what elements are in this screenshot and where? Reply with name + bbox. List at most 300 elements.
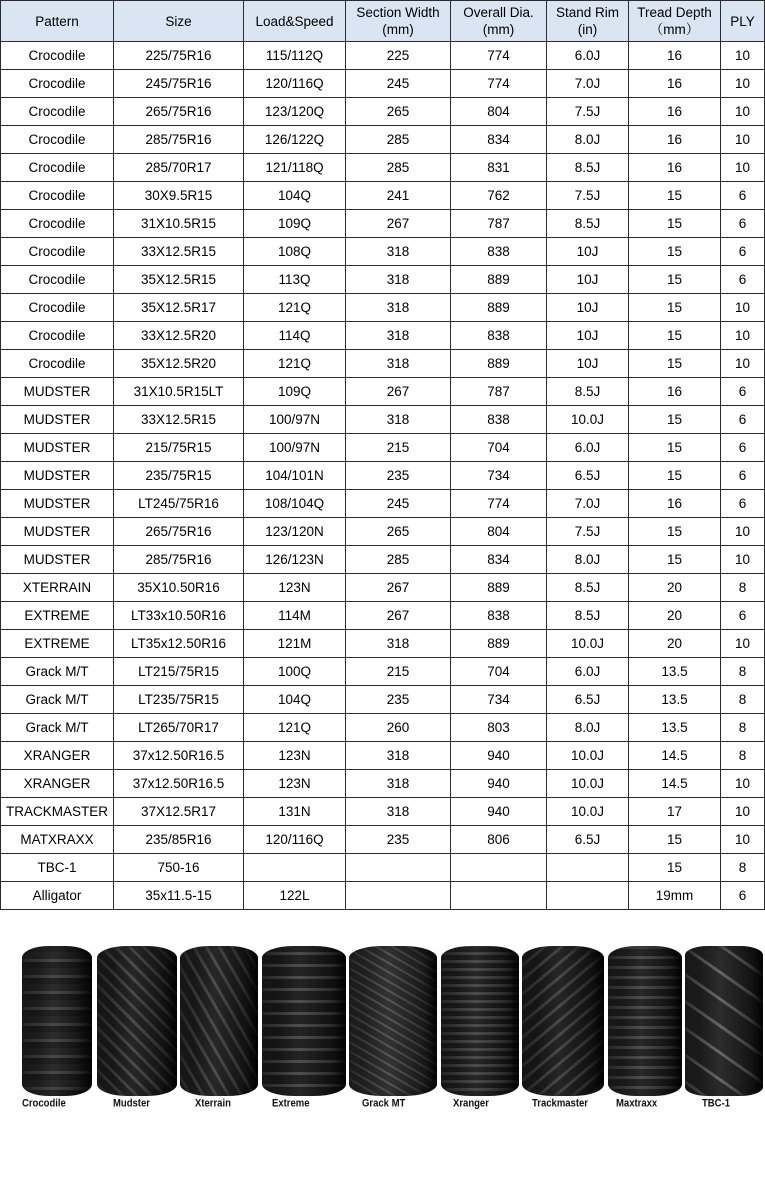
cell-stand-rim [547, 882, 629, 910]
cell-load-speed: 121M [244, 630, 346, 658]
cell-pattern: Crocodile [1, 154, 114, 182]
cell-ply: 6 [721, 406, 765, 434]
tire-label: Xranger [453, 1097, 489, 1110]
cell-pattern: MUDSTER [1, 406, 114, 434]
crocodile-tire-icon [22, 946, 92, 1096]
tire-label: Extreme [272, 1097, 310, 1110]
cell-tread-depth: 16 [629, 42, 721, 70]
table-row [1, 658, 765, 686]
cell-ply: 10 [721, 126, 765, 154]
cell-load-speed: 121/118Q [244, 154, 346, 182]
cell-ply: 8 [721, 658, 765, 686]
tire-label: Xterrain [195, 1097, 231, 1110]
cell-size: 265/75R16 [114, 518, 244, 546]
cell-pattern: Crocodile [1, 322, 114, 350]
cell-size: 35x11.5-15 [114, 882, 244, 910]
cell-overall-dia [451, 882, 547, 910]
cell-overall-dia: 838 [451, 322, 547, 350]
cell-section-width: 215 [346, 658, 451, 686]
cell-size: 750-16 [114, 854, 244, 882]
cell-overall-dia: 889 [451, 574, 547, 602]
cell-tread-depth: 20 [629, 602, 721, 630]
cell-size: 215/75R15 [114, 434, 244, 462]
cell-tread-depth: 13.5 [629, 714, 721, 742]
cell-section-width: 260 [346, 714, 451, 742]
cell-size: 35X12.5R17 [114, 294, 244, 322]
cell-tread-depth: 15 [629, 238, 721, 266]
cell-size: LT265/70R17 [114, 714, 244, 742]
cell-ply: 6 [721, 602, 765, 630]
cell-overall-dia [451, 854, 547, 882]
table-row [1, 602, 765, 630]
cell-pattern: Grack M/T [1, 714, 114, 742]
cell-load-speed: 123N [244, 770, 346, 798]
cell-stand-rim: 7.5J [547, 98, 629, 126]
cell-pattern: MUDSTER [1, 434, 114, 462]
cell-tread-depth: 16 [629, 98, 721, 126]
cell-ply: 6 [721, 182, 765, 210]
cell-stand-rim: 8.5J [547, 210, 629, 238]
cell-section-width: 245 [346, 490, 451, 518]
tire-label: TBC-1 [702, 1097, 730, 1110]
cell-pattern: Crocodile [1, 266, 114, 294]
table-row [1, 434, 765, 462]
cell-stand-rim: 8.0J [547, 126, 629, 154]
cell-size: 33X12.5R15 [114, 406, 244, 434]
cell-size: LT35x12.50R16 [114, 630, 244, 658]
cell-section-width: 318 [346, 350, 451, 378]
cell-section-width: 318 [346, 406, 451, 434]
cell-load-speed: 104/101N [244, 462, 346, 490]
cell-load-speed: 123N [244, 742, 346, 770]
cell-stand-rim: 8.5J [547, 154, 629, 182]
cell-tread-depth: 16 [629, 154, 721, 182]
cell-size: 31X10.5R15 [114, 210, 244, 238]
cell-pattern: MUDSTER [1, 378, 114, 406]
cell-pattern: Crocodile [1, 70, 114, 98]
cell-tread-depth: 15 [629, 462, 721, 490]
cell-load-speed: 109Q [244, 378, 346, 406]
cell-load-speed: 121Q [244, 350, 346, 378]
cell-stand-rim [547, 854, 629, 882]
cell-tread-depth: 15 [629, 322, 721, 350]
cell-section-width: 235 [346, 686, 451, 714]
cell-load-speed: 123N [244, 574, 346, 602]
cell-load-speed: 104Q [244, 182, 346, 210]
cell-tread-depth: 15 [629, 434, 721, 462]
cell-stand-rim: 10.0J [547, 742, 629, 770]
cell-section-width: 267 [346, 602, 451, 630]
cell-pattern: Crocodile [1, 42, 114, 70]
cell-pattern: EXTREME [1, 630, 114, 658]
table-body [1, 42, 765, 910]
cell-ply: 10 [721, 546, 765, 574]
cell-pattern: Grack M/T [1, 686, 114, 714]
cell-stand-rim: 10J [547, 294, 629, 322]
cell-stand-rim: 7.0J [547, 70, 629, 98]
tire-gallery [0, 938, 765, 1118]
cell-tread-depth: 20 [629, 630, 721, 658]
cell-pattern: MUDSTER [1, 490, 114, 518]
cell-ply: 6 [721, 238, 765, 266]
table-row [1, 490, 765, 518]
cell-pattern: MUDSTER [1, 462, 114, 490]
cell-pattern: Crocodile [1, 210, 114, 238]
trackmaster-tire-icon [522, 946, 604, 1096]
cell-overall-dia: 774 [451, 42, 547, 70]
cell-load-speed: 115/112Q [244, 42, 346, 70]
cell-tread-depth: 16 [629, 70, 721, 98]
tire-label: Trackmaster [532, 1097, 588, 1110]
cell-section-width: 241 [346, 182, 451, 210]
cell-tread-depth: 14.5 [629, 742, 721, 770]
cell-overall-dia: 774 [451, 70, 547, 98]
cell-ply: 8 [721, 714, 765, 742]
cell-stand-rim: 8.5J [547, 602, 629, 630]
xranger-tire-icon [441, 946, 519, 1096]
cell-size: 37x12.50R16.5 [114, 742, 244, 770]
cell-tread-depth: 15 [629, 854, 721, 882]
cell-load-speed: 104Q [244, 686, 346, 714]
cell-ply: 10 [721, 770, 765, 798]
tire-label: Grack MT [362, 1097, 406, 1110]
cell-ply: 8 [721, 742, 765, 770]
header-overall-dia: Overall Dia. (mm) [451, 1, 547, 42]
cell-pattern: Grack M/T [1, 658, 114, 686]
cell-load-speed: 109Q [244, 210, 346, 238]
table-row [1, 182, 765, 210]
cell-ply: 6 [721, 490, 765, 518]
cell-section-width: 318 [346, 798, 451, 826]
cell-load-speed: 123/120Q [244, 98, 346, 126]
cell-pattern: TBC-1 [1, 854, 114, 882]
cell-ply: 8 [721, 686, 765, 714]
table-row [1, 770, 765, 798]
cell-pattern: Alligator [1, 882, 114, 910]
cell-size: 37x12.50R16.5 [114, 770, 244, 798]
cell-size: 245/75R16 [114, 70, 244, 98]
cell-load-speed: 126/123N [244, 546, 346, 574]
cell-load-speed: 122L [244, 882, 346, 910]
cell-stand-rim: 10J [547, 350, 629, 378]
header-load-speed: Load&Speed [244, 1, 346, 42]
cell-load-speed: 120/116Q [244, 70, 346, 98]
cell-overall-dia: 734 [451, 686, 547, 714]
cell-tread-depth: 15 [629, 210, 721, 238]
cell-tread-depth: 15 [629, 546, 721, 574]
table-row [1, 406, 765, 434]
table-row [1, 322, 765, 350]
cell-section-width: 267 [346, 210, 451, 238]
table-row [1, 42, 765, 70]
cell-section-width: 245 [346, 70, 451, 98]
cell-overall-dia: 803 [451, 714, 547, 742]
table-row [1, 546, 765, 574]
cell-section-width: 318 [346, 322, 451, 350]
cell-section-width [346, 854, 451, 882]
cell-size: 33X12.5R15 [114, 238, 244, 266]
cell-section-width: 285 [346, 154, 451, 182]
cell-tread-depth: 15 [629, 518, 721, 546]
cell-pattern: Crocodile [1, 98, 114, 126]
header-ply: PLY [721, 1, 765, 42]
cell-tread-depth: 13.5 [629, 686, 721, 714]
cell-load-speed: 114M [244, 602, 346, 630]
cell-tread-depth: 15 [629, 266, 721, 294]
cell-overall-dia: 804 [451, 518, 547, 546]
cell-section-width: 318 [346, 238, 451, 266]
cell-ply: 6 [721, 462, 765, 490]
cell-size: LT235/75R15 [114, 686, 244, 714]
cell-load-speed: 121Q [244, 294, 346, 322]
cell-section-width: 318 [346, 294, 451, 322]
cell-overall-dia: 838 [451, 406, 547, 434]
table-row [1, 462, 765, 490]
cell-stand-rim: 6.5J [547, 686, 629, 714]
cell-section-width: 225 [346, 42, 451, 70]
cell-stand-rim: 6.5J [547, 462, 629, 490]
table-row [1, 378, 765, 406]
cell-load-speed: 120/116Q [244, 826, 346, 854]
cell-size: LT215/75R15 [114, 658, 244, 686]
cell-stand-rim: 10.0J [547, 406, 629, 434]
table-row [1, 294, 765, 322]
cell-size: LT245/75R16 [114, 490, 244, 518]
cell-overall-dia: 889 [451, 294, 547, 322]
cell-load-speed: 100Q [244, 658, 346, 686]
cell-stand-rim: 10.0J [547, 770, 629, 798]
cell-pattern: XRANGER [1, 770, 114, 798]
cell-load-speed: 113Q [244, 266, 346, 294]
cell-stand-rim: 10.0J [547, 630, 629, 658]
grack-mt-tire-icon [349, 946, 437, 1096]
cell-overall-dia: 762 [451, 182, 547, 210]
table-row [1, 518, 765, 546]
cell-stand-rim: 6.0J [547, 658, 629, 686]
cell-pattern: Crocodile [1, 238, 114, 266]
cell-overall-dia: 774 [451, 490, 547, 518]
cell-size: 285/70R17 [114, 154, 244, 182]
cell-size: 285/75R16 [114, 546, 244, 574]
cell-overall-dia: 734 [451, 462, 547, 490]
cell-pattern: Crocodile [1, 126, 114, 154]
header-section-width: Section Width (mm) [346, 1, 451, 42]
cell-tread-depth: 14.5 [629, 770, 721, 798]
cell-tread-depth: 13.5 [629, 658, 721, 686]
cell-load-speed: 100/97N [244, 434, 346, 462]
cell-stand-rim: 6.5J [547, 826, 629, 854]
cell-pattern: Crocodile [1, 350, 114, 378]
cell-ply: 10 [721, 98, 765, 126]
table-row [1, 798, 765, 826]
cell-size: 265/75R16 [114, 98, 244, 126]
table-row [1, 350, 765, 378]
table-row [1, 238, 765, 266]
cell-size: 35X12.5R20 [114, 350, 244, 378]
cell-ply: 8 [721, 854, 765, 882]
cell-overall-dia: 787 [451, 378, 547, 406]
cell-pattern: TRACKMASTER [1, 798, 114, 826]
cell-section-width: 235 [346, 462, 451, 490]
cell-pattern: EXTREME [1, 602, 114, 630]
cell-pattern: MUDSTER [1, 518, 114, 546]
cell-size: 235/85R16 [114, 826, 244, 854]
cell-overall-dia: 787 [451, 210, 547, 238]
cell-size: 35X12.5R15 [114, 266, 244, 294]
table-row [1, 266, 765, 294]
cell-ply: 8 [721, 574, 765, 602]
cell-stand-rim: 8.5J [547, 574, 629, 602]
cell-size: 225/75R16 [114, 42, 244, 70]
cell-size: LT33x10.50R16 [114, 602, 244, 630]
cell-overall-dia: 889 [451, 630, 547, 658]
cell-load-speed [244, 854, 346, 882]
table-row [1, 98, 765, 126]
cell-section-width: 318 [346, 742, 451, 770]
cell-overall-dia: 704 [451, 434, 547, 462]
cell-overall-dia: 838 [451, 602, 547, 630]
cell-ply: 10 [721, 322, 765, 350]
cell-size: 30X9.5R15 [114, 182, 244, 210]
cell-pattern: MATXRAXX [1, 826, 114, 854]
cell-overall-dia: 889 [451, 266, 547, 294]
cell-ply: 6 [721, 882, 765, 910]
cell-ply: 6 [721, 434, 765, 462]
cell-section-width: 265 [346, 98, 451, 126]
cell-ply: 10 [721, 154, 765, 182]
cell-section-width: 267 [346, 574, 451, 602]
cell-pattern: XRANGER [1, 742, 114, 770]
cell-ply: 10 [721, 42, 765, 70]
cell-ply: 6 [721, 266, 765, 294]
mudster-tire-icon [97, 946, 177, 1096]
cell-ply: 10 [721, 70, 765, 98]
cell-section-width: 318 [346, 266, 451, 294]
tbc-1-tire-icon [685, 946, 763, 1096]
cell-overall-dia: 838 [451, 238, 547, 266]
cell-section-width: 235 [346, 826, 451, 854]
cell-section-width: 265 [346, 518, 451, 546]
cell-overall-dia: 834 [451, 126, 547, 154]
cell-load-speed: 108/104Q [244, 490, 346, 518]
cell-overall-dia: 889 [451, 350, 547, 378]
cell-overall-dia: 704 [451, 658, 547, 686]
cell-load-speed: 123/120N [244, 518, 346, 546]
cell-section-width [346, 882, 451, 910]
cell-pattern: MUDSTER [1, 546, 114, 574]
cell-size: 35X10.50R16 [114, 574, 244, 602]
cell-tread-depth: 15 [629, 826, 721, 854]
cell-overall-dia: 940 [451, 770, 547, 798]
cell-tread-depth: 16 [629, 378, 721, 406]
cell-stand-rim: 7.5J [547, 518, 629, 546]
cell-overall-dia: 834 [451, 546, 547, 574]
xterrain-tire-icon [180, 946, 258, 1096]
cell-overall-dia: 806 [451, 826, 547, 854]
cell-tread-depth: 20 [629, 574, 721, 602]
cell-ply: 10 [721, 798, 765, 826]
table-row [1, 630, 765, 658]
cell-ply: 10 [721, 350, 765, 378]
cell-stand-rim: 10.0J [547, 798, 629, 826]
header-stand-rim: Stand Rim (in) [547, 1, 629, 42]
cell-tread-depth: 17 [629, 798, 721, 826]
cell-stand-rim: 7.0J [547, 490, 629, 518]
cell-stand-rim: 10J [547, 238, 629, 266]
cell-tread-depth: 19mm [629, 882, 721, 910]
cell-tread-depth: 15 [629, 350, 721, 378]
cell-ply: 10 [721, 630, 765, 658]
cell-stand-rim: 6.0J [547, 42, 629, 70]
table-row [1, 574, 765, 602]
header-size: Size [114, 1, 244, 42]
header-pattern: Pattern [1, 1, 114, 42]
cell-pattern: Crocodile [1, 182, 114, 210]
cell-section-width: 318 [346, 630, 451, 658]
table-row [1, 686, 765, 714]
cell-load-speed: 108Q [244, 238, 346, 266]
cell-overall-dia: 804 [451, 98, 547, 126]
cell-load-speed: 131N [244, 798, 346, 826]
cell-section-width: 285 [346, 546, 451, 574]
cell-ply: 10 [721, 518, 765, 546]
cell-section-width: 285 [346, 126, 451, 154]
tire-label: Mudster [113, 1097, 150, 1110]
extreme-tire-icon [262, 946, 346, 1096]
cell-overall-dia: 940 [451, 798, 547, 826]
cell-tread-depth: 15 [629, 406, 721, 434]
cell-tread-depth: 16 [629, 490, 721, 518]
cell-stand-rim: 8.0J [547, 714, 629, 742]
table-row [1, 210, 765, 238]
tire-label: Crocodile [22, 1097, 66, 1110]
tire-label: Maxtraxx [616, 1097, 658, 1110]
cell-ply: 10 [721, 294, 765, 322]
cell-load-speed: 114Q [244, 322, 346, 350]
cell-size: 285/75R16 [114, 126, 244, 154]
cell-pattern: Crocodile [1, 294, 114, 322]
cell-tread-depth: 15 [629, 294, 721, 322]
cell-stand-rim: 8.0J [547, 546, 629, 574]
table-row [1, 126, 765, 154]
cell-stand-rim: 10J [547, 266, 629, 294]
cell-overall-dia: 940 [451, 742, 547, 770]
table-row [1, 742, 765, 770]
cell-stand-rim: 8.5J [547, 378, 629, 406]
cell-stand-rim: 7.5J [547, 182, 629, 210]
header-row [1, 1, 765, 42]
cell-ply: 10 [721, 826, 765, 854]
table-row [1, 714, 765, 742]
cell-load-speed: 126/122Q [244, 126, 346, 154]
cell-ply: 6 [721, 210, 765, 238]
table-row [1, 826, 765, 854]
table-row [1, 882, 765, 910]
cell-load-speed: 100/97N [244, 406, 346, 434]
cell-section-width: 267 [346, 378, 451, 406]
table-row [1, 154, 765, 182]
cell-stand-rim: 10J [547, 322, 629, 350]
cell-ply: 6 [721, 378, 765, 406]
cell-size: 31X10.5R15LT [114, 378, 244, 406]
cell-size: 235/75R15 [114, 462, 244, 490]
cell-pattern: XTERRAIN [1, 574, 114, 602]
cell-section-width: 318 [346, 770, 451, 798]
cell-tread-depth: 15 [629, 182, 721, 210]
cell-size: 33X12.5R20 [114, 322, 244, 350]
cell-load-speed: 121Q [244, 714, 346, 742]
cell-overall-dia: 831 [451, 154, 547, 182]
